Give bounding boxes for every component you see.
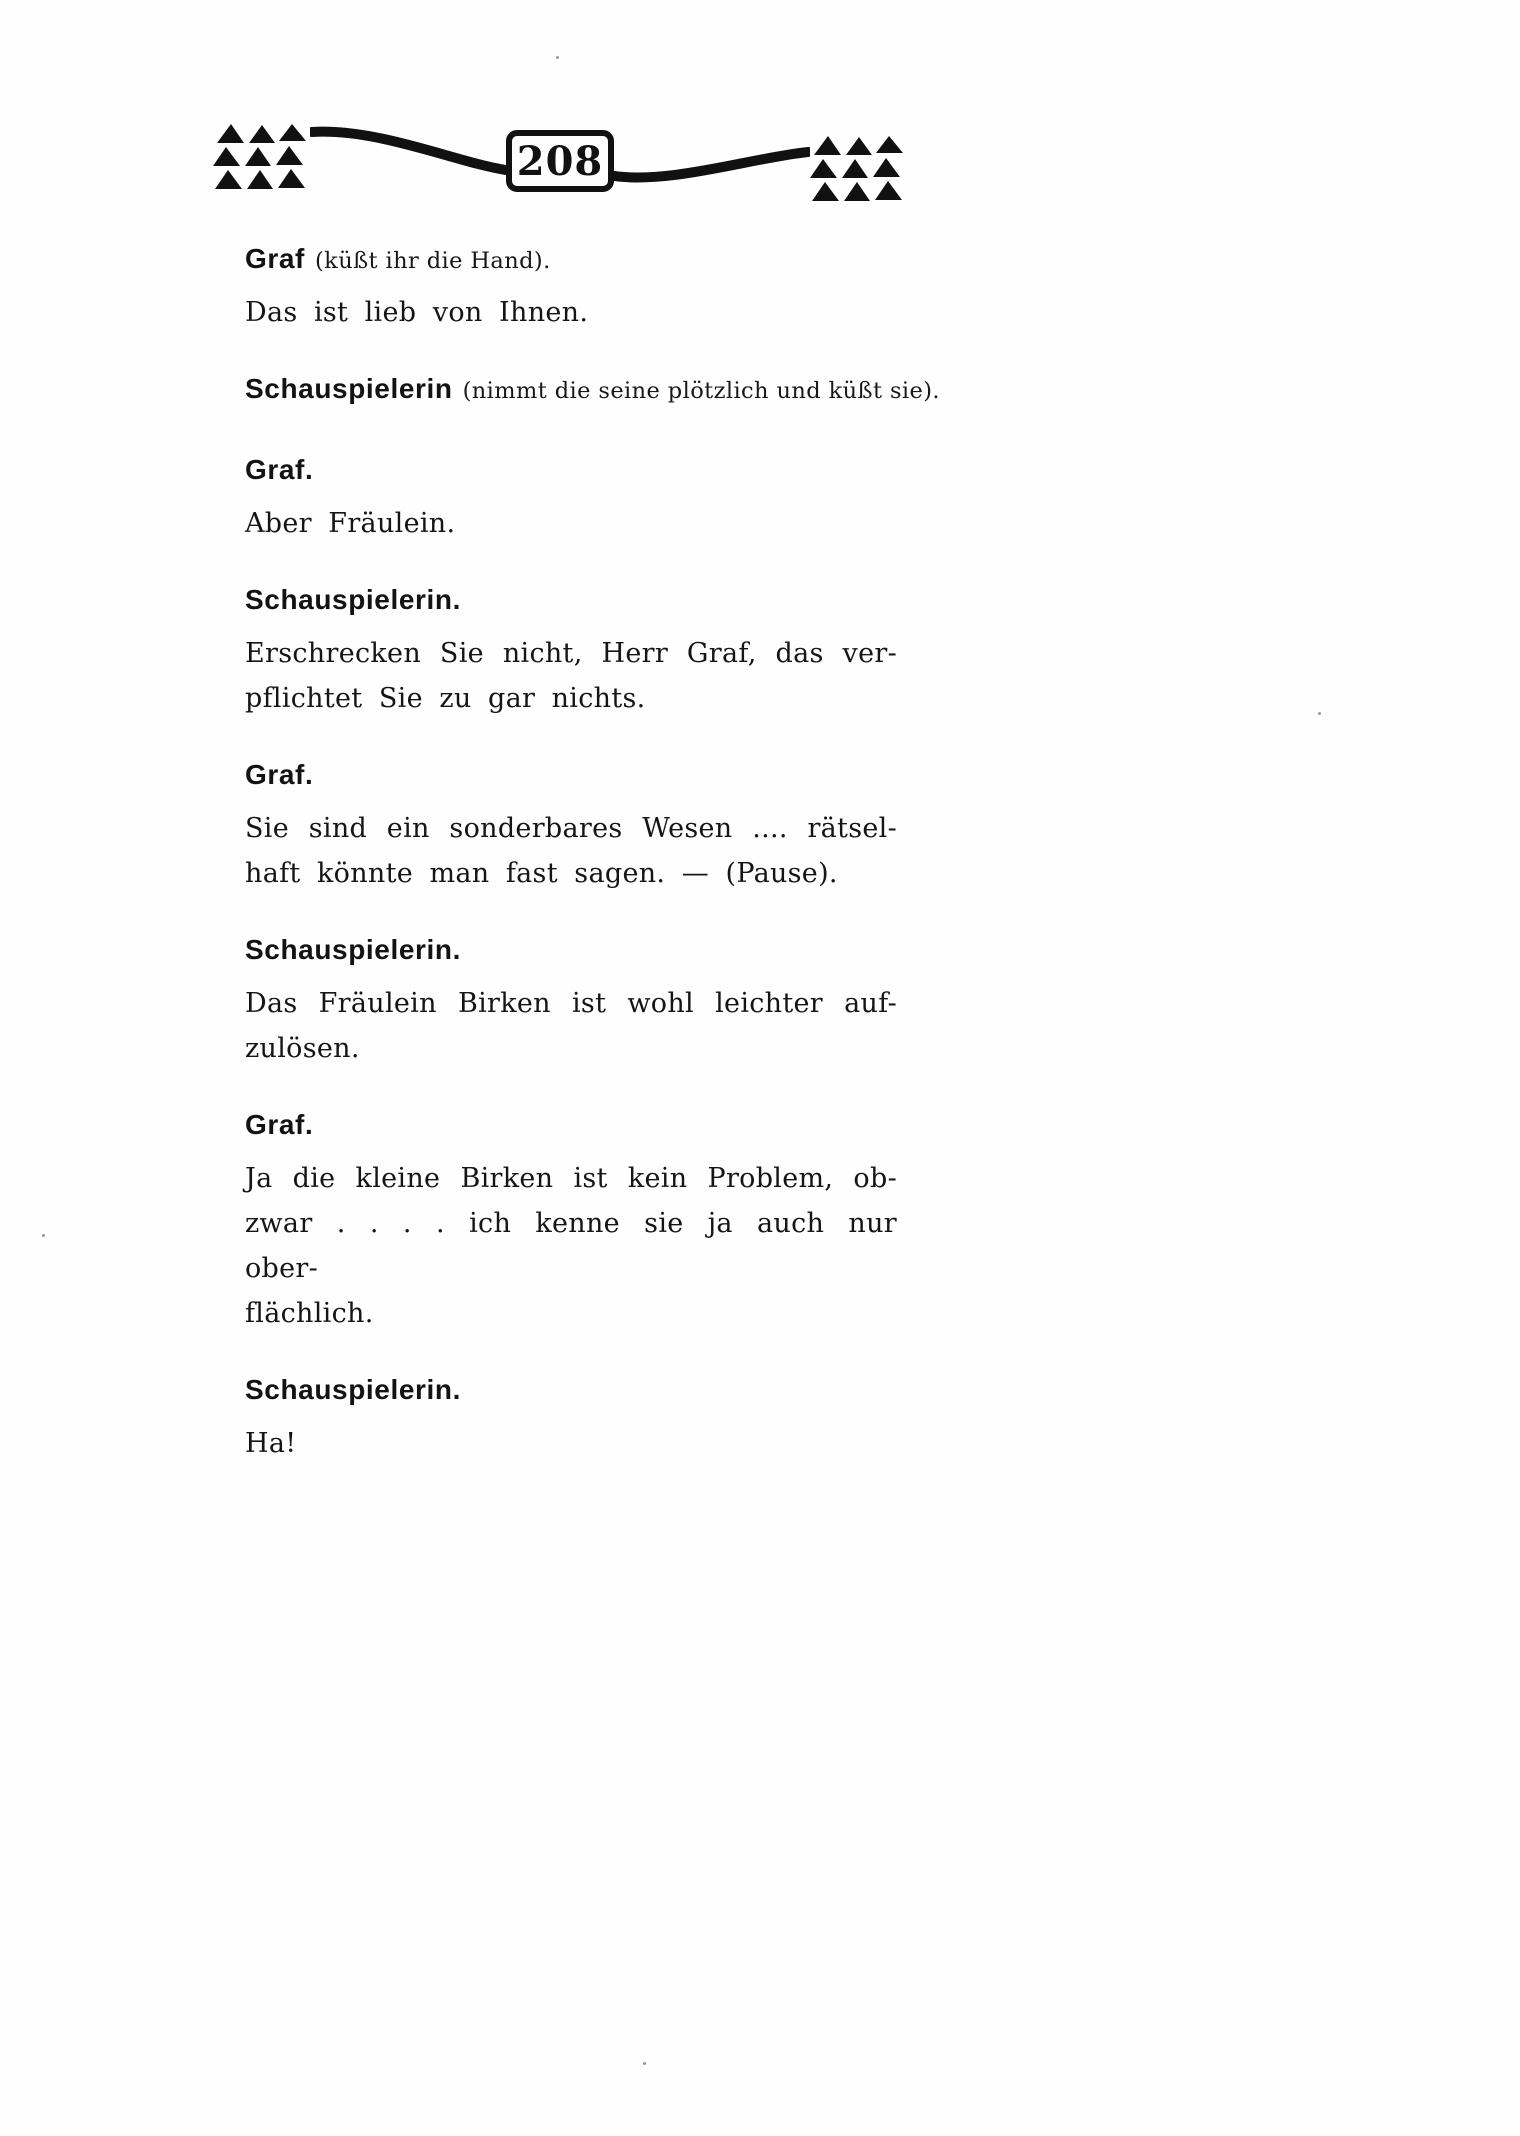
speaker-line <box>245 447 897 497</box>
scan-speck <box>643 2062 646 2065</box>
dialogue-line: Ha! <box>245 1428 297 1459</box>
page-number: 208 <box>516 137 604 185</box>
header-ornament <box>213 118 907 202</box>
speaker-name: Graf. <box>245 1109 314 1140</box>
dialogue-block <box>245 447 897 546</box>
speaker-line <box>245 236 897 286</box>
speaker-name: Graf. <box>245 454 314 485</box>
stage-direction: (küßt ihr die Hand). <box>314 248 551 274</box>
dialogue-line: Erschrecken Sie nicht, Herr Graf, das ver- <box>245 638 897 669</box>
dialogue-line: zwar . . . . ich kenne sie ja auch nur ober- <box>245 1208 897 1284</box>
stage-direction: (nimmt die seine plötzlich und küßt sie). <box>462 378 940 404</box>
swoosh-right-icon <box>614 118 810 202</box>
speaker-name: Graf <box>245 243 305 274</box>
speaker-name: Schauspielerin. <box>245 934 461 965</box>
dialogue-block <box>245 1102 897 1336</box>
speaker-name: Graf. <box>245 759 314 790</box>
speaker-name: Schauspielerin. <box>245 584 461 615</box>
speaker-line <box>245 927 897 977</box>
triangle-cluster-left-icon <box>213 124 310 192</box>
dialogue-line: flächlich. <box>245 1298 374 1329</box>
scan-speck <box>556 56 559 59</box>
dialogue-block <box>245 577 897 721</box>
speaker-line <box>245 1367 897 1417</box>
speaker-line <box>245 1102 897 1152</box>
speaker-line <box>245 752 897 802</box>
page-number-box <box>506 130 614 192</box>
dialogue-block <box>245 1367 897 1466</box>
speaker-name: Schauspielerin. <box>245 1374 461 1405</box>
dialogue-block <box>245 752 897 896</box>
scan-speck <box>42 1234 45 1237</box>
speaker-name: Schauspielerin <box>245 373 453 404</box>
swoosh-left-icon <box>310 118 506 202</box>
dialogue-line: Ja die kleine Birken ist kein Problem, ob- <box>245 1163 897 1194</box>
dialogue-line: pflichtet Sie zu gar nichts. <box>245 683 646 714</box>
dialogue-line: zulösen. <box>245 1033 360 1064</box>
dialogue-text-block <box>245 236 940 1497</box>
dialogue-block <box>245 236 897 335</box>
speaker-line <box>245 577 897 627</box>
triangle-cluster-right-icon <box>810 136 907 204</box>
dialogue-line: Aber Fräulein. <box>245 508 456 539</box>
dialogue-line: Das ist lieb von Ihnen. <box>245 297 589 328</box>
dialogue-block <box>245 927 897 1071</box>
speaker-line <box>245 366 940 416</box>
dialogue-block <box>245 366 940 416</box>
dialogue-line: haft könnte man fast sagen. — (Pause). <box>245 858 838 889</box>
dialogue-line: Sie sind ein sonderbares Wesen .... rätsel- <box>245 813 897 844</box>
dialogue-line: Das Fräulein Birken ist wohl leichter auf- <box>245 988 897 1019</box>
scan-speck <box>1318 712 1321 715</box>
